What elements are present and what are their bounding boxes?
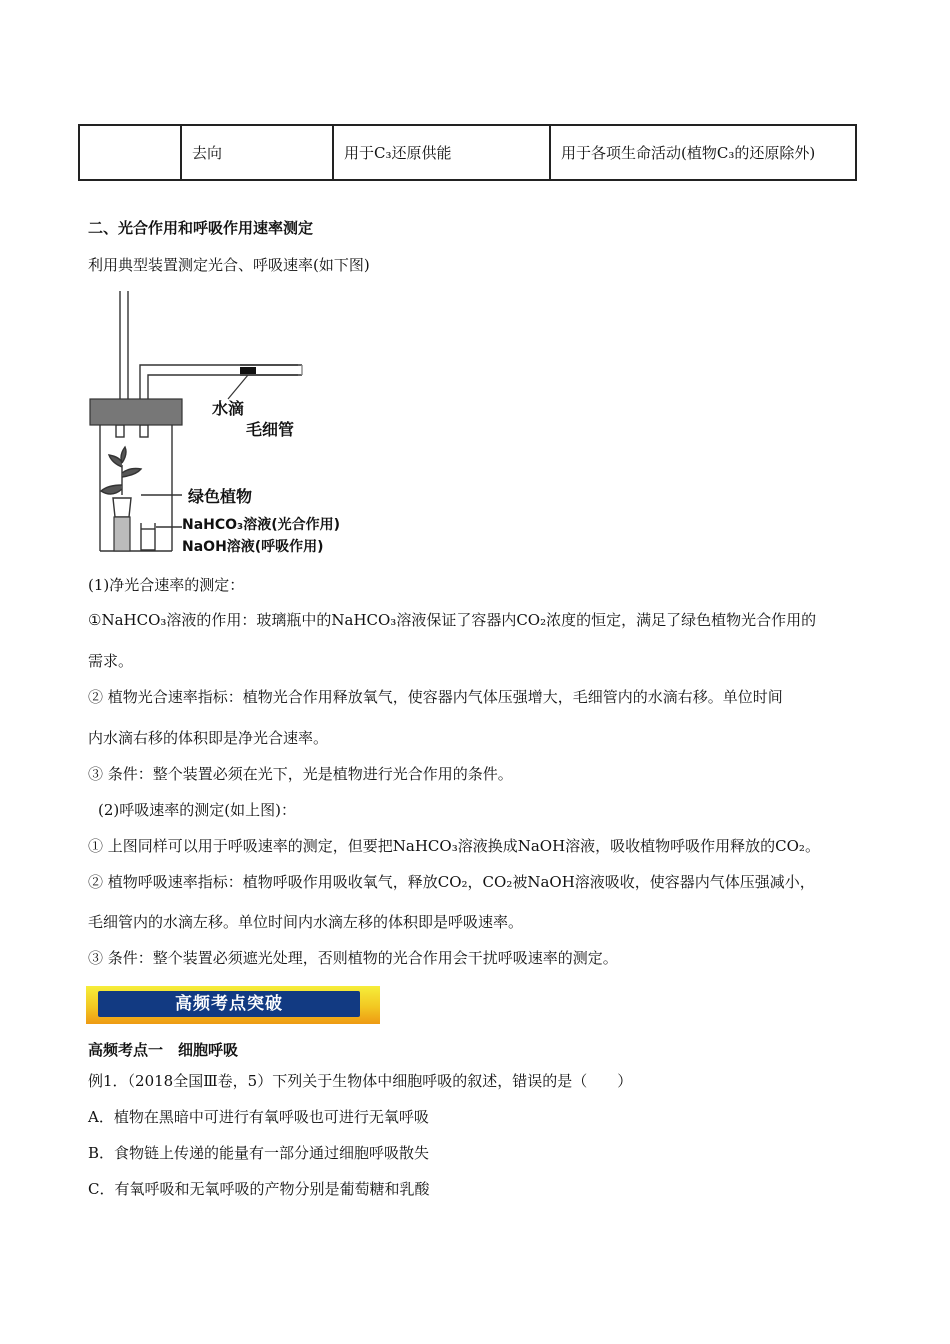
table-cell-destination: 去向 xyxy=(181,125,333,180)
energy-table xyxy=(78,124,857,181)
net-photo-p2a: ② 植物光合速率指标：植物光合作用释放氧气，使容器内气体压强增大，毛细管内的水滴右移。单位时间 xyxy=(88,688,783,706)
net-photo-p1b: 需求。 xyxy=(88,652,134,670)
label-nahco3: NaHCO₃溶液(光合作用) xyxy=(182,517,340,533)
section-banner xyxy=(86,986,380,1024)
section-intro: 利用典型装置测定光合、呼吸速率(如下图) xyxy=(88,256,370,274)
table-cell-life-activities: 用于各项生命活动(植物C₃的还原除外) xyxy=(550,125,856,180)
example-question: 例1．（2018全国Ⅲ卷，5）下列关于生物体中细胞呼吸的叙述，错误的是（ ） xyxy=(88,1072,633,1090)
section-title: 二、光合作用和呼吸作用速率测定 xyxy=(88,219,314,237)
option-c: C．有氧呼吸和无氧呼吸的产物分别是葡萄糖和乳酸 xyxy=(88,1180,430,1198)
respiration-p2b: 毛细管内的水滴左移。单位时间内水滴左移的体积即是呼吸速率。 xyxy=(88,913,524,931)
solution-cup xyxy=(114,517,130,551)
rubber-stopper xyxy=(90,399,182,425)
respiration-heading: (2)呼吸速率的测定(如上图)： xyxy=(98,801,296,819)
label-capillary: 毛细管 xyxy=(246,420,295,439)
label-naoh: NaOH溶液(呼吸作用) xyxy=(182,539,324,555)
banner-text: 高频考点突破 xyxy=(175,994,283,1014)
option-b: B．食物链上传递的能量有一部分通过细胞呼吸散失 xyxy=(88,1144,430,1162)
net-photo-p1a: ①NaHCO₃溶液的作用：玻璃瓶中的NaHCO₃溶液保证了容器内CO₂浓度的恒定，满足了绿色植物光合作用的 xyxy=(88,611,817,629)
label-green-plant: 绿色植物 xyxy=(188,487,253,506)
respiration-p1: ① 上图同样可以用于呼吸速率的测定，但要把NaHCO₃溶液换成NaOH溶液，吸收植物呼吸作用释放的CO₂。 xyxy=(88,837,820,855)
respiration-p2a: ② 植物呼吸速率指标：植物呼吸作用吸收氧气，释放CO₂，CO₂被NaOH溶液吸收，使容器内气体压强减小， xyxy=(88,873,815,891)
label-water-drop: 水滴 xyxy=(212,399,245,418)
respiration-p3: ③ 条件：整个装置必须遮光处理，否则植物的光合作用会干扰呼吸速率的测定。 xyxy=(88,949,618,967)
net-photo-p3: ③ 条件：整个装置必须在光下，光是植物进行光合作用的条件。 xyxy=(88,765,513,783)
apparatus-figure xyxy=(86,289,386,557)
apparatus-diagram xyxy=(86,289,386,557)
table-row xyxy=(79,125,856,180)
key-point-title: 高频考点一 细胞呼吸 xyxy=(88,1041,239,1059)
net-photo-heading: (1)净光合速率的测定： xyxy=(88,576,245,594)
net-photo-p2b: 内水滴右移的体积即是净光合速率。 xyxy=(88,729,329,747)
option-a: A．植物在黑暗中可进行有氧呼吸也可进行无氧呼吸 xyxy=(88,1108,429,1126)
water-drop-marker xyxy=(240,367,256,374)
table-cell-label xyxy=(79,125,181,180)
table-cell-c3-reduction: 用于C₃还原供能 xyxy=(333,125,550,180)
